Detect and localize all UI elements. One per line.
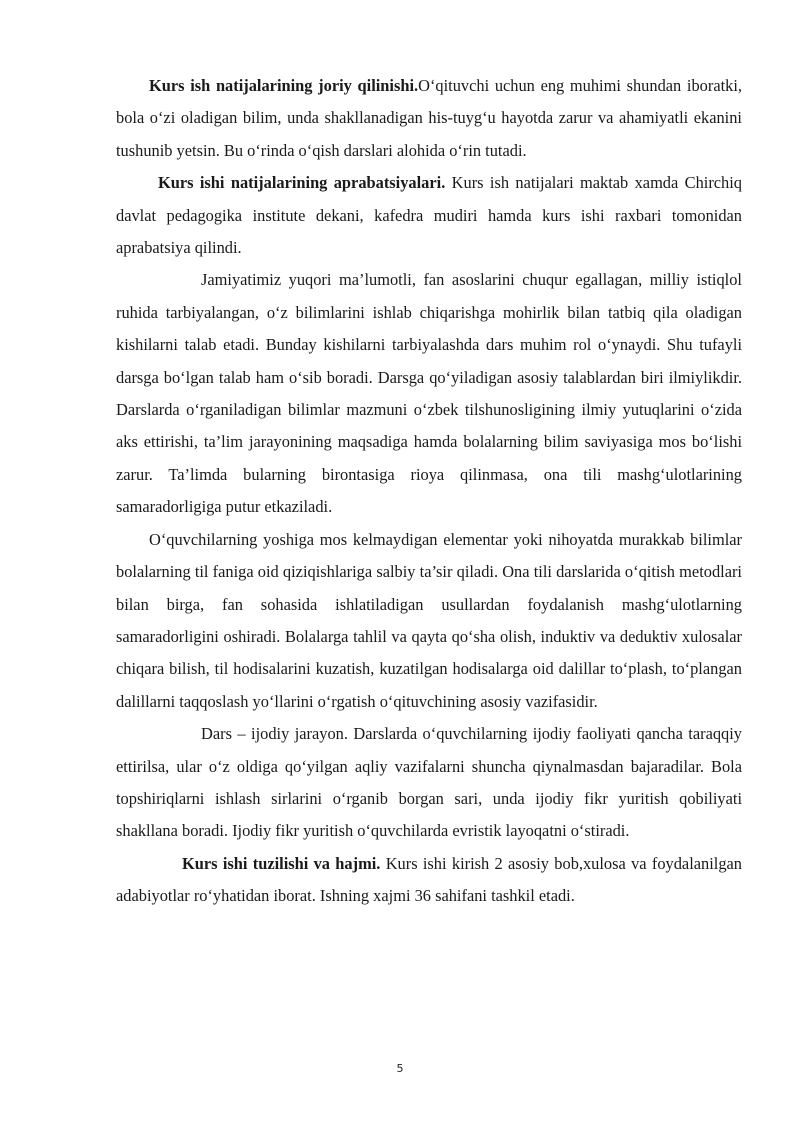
- paragraph-heading: Kurs ishi natijalarining aprabatsiyalari.: [158, 173, 446, 193]
- paragraph-text: O‘qituvchi uchun eng muhimi shundan iboratki, bola o‘zi oladigan bilim, unda shakllanadigan his-tuyg‘u hayotda zarur va ahamiyatli ekanini tushunib yetsin. Bu o‘rinda o‘qish darslari alohida o‘rin tutadi.: [116, 76, 742, 160]
- paragraph-text: Kurs ish natijalari maktab xamda Chirchiq davlat pedagogika institute dekani, kafedra mudiri hamda kurs ishi raxbari tomonidan aprabatsiya qilindi.: [116, 173, 743, 258]
- document-page: [116, 70, 742, 913]
- paragraph-text: O‘quvchilarning yoshiga mos kelmaydigan elementar yoki nihoyatda murakkab bilimlar bolalarning til faniga oid qiziqishlariga salbiy ta’sir qiladi. Ona tili darslarida o‘qitish metodlari bilan birga, fan sohasida ishlatiladigan usullardan foydalanish mashg‘ulotlarning samaradorligini oshiradi. Bolalarga tahlil va qayta qo‘sha olish, induktiv va deduktiv xulosalar chiqara bilish, til hodisalarini kuzatish, kuzatilgan hodisalarga oid dalillar to‘plash, to‘plangan dalillarni taqqoslash yo‘llarini o‘rgatish o‘qituvchining asosiy vazifasidir.: [116, 529, 742, 711]
- paragraph-text: Kurs ishi kirish 2 asosiy bob,xulosa va foydalanilgan adabiyotlar ro‘yhatidan iborat. Ishning xajmi 36 sahifani tashkil etadi.: [116, 853, 742, 906]
- paragraph-pupils-age: [116, 524, 742, 718]
- paragraph-creative-process: [116, 718, 742, 848]
- paragraph-text: Dars – ijodiy jarayon. Darslarda o‘quvchilarning ijodiy faoliyati qancha taraqqiy ettirilsa, ular o‘z oldiga qo‘yilgan aqliy vazifalarni shuncha qiynalmasdan bajaradilar. Bola topshiriqlarni ishlash sirlarini o‘rganib borgan sari, unda ijodiy fikr yuritish qobiliyati shakllana boradi. Ijodiy fikr yuritish o‘quvchilarda evristik layoqatni o‘stiradi.: [116, 724, 742, 841]
- paragraph-society-requirements: [116, 264, 742, 523]
- paragraph-results-approbation: [116, 167, 742, 264]
- paragraph-structure-volume: [116, 848, 742, 913]
- paragraph-text: Jamiyatimiz yuqori ma’lumotli, fan asoslarini chuqur egallagan, milliy istiqlol ruhida tarbiyalangan, o‘z bilimlarini ishlab chiqarishga mohirlik bilan tatbiq qila oladigan kishilarni talab etadi. Bunday kishilarni tarbiyalashda dars muhim rol o‘ynaydi. Shu tufayli darsga bo‘lgan talab ham o‘sib boradi. Darsga qo‘yiladigan asosiy talablardan biri ilmiylikdir. Darslarda o‘rganiladigan bilimlar mazmuni o‘zbek tilshunosligining ilmiy yutuqlarini o‘zida aks ettirishi, ta’lim jarayonining maqsadiga hamda bolalarning bilim saviyasiga mos bo‘lishi zarur. Ta’limda bularning birontasiga rioya qilinmasa, ona tili mashg‘ulotlarining samaradorligiga putur etkaziladi.: [116, 270, 742, 517]
- paragraph-heading: Kurs ish natijalarining joriy qilinishi.: [149, 76, 419, 95]
- page-number: 5: [396, 1062, 404, 1075]
- paragraph-heading: Kurs ishi tuzilishi va hajmi.: [182, 853, 381, 873]
- paragraph-results-implementation: [116, 70, 742, 167]
